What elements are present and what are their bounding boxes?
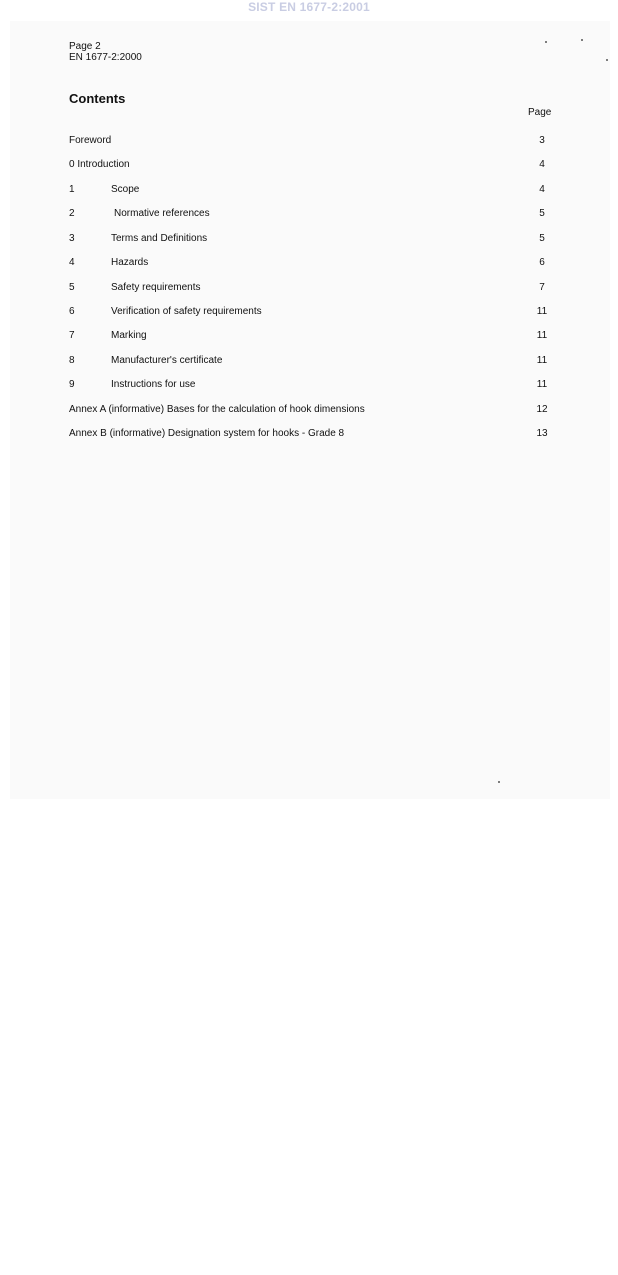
toc-entry-page: 11 bbox=[536, 306, 548, 317]
toc-entry-page: 5 bbox=[539, 208, 545, 219]
toc-entry-page: 4 bbox=[539, 159, 545, 170]
toc-entry-title: Safety requirements bbox=[111, 282, 201, 293]
toc-entry-title: Instructions for use bbox=[111, 379, 196, 390]
toc-entry-number: 9 bbox=[69, 379, 75, 390]
toc-entry-number: 6 bbox=[69, 306, 75, 317]
toc-entry-title: Foreword bbox=[69, 135, 112, 146]
toc-entry-normative-references[interactable] bbox=[10, 207, 610, 221]
toc-entry-title: Manufacturer's certificate bbox=[111, 355, 223, 366]
document-page bbox=[10, 21, 610, 799]
watermark: SIST EN 1677-2:2001 bbox=[248, 0, 370, 14]
contents-heading: Contents bbox=[69, 91, 126, 106]
toc-entry-foreword[interactable] bbox=[10, 134, 610, 148]
toc-entry-title: Normative references bbox=[114, 208, 210, 219]
toc-entry-number: 3 bbox=[69, 233, 75, 244]
page-number: Page 2 bbox=[69, 41, 101, 52]
scan-speck bbox=[545, 41, 547, 43]
toc-entry-title: Scope bbox=[111, 184, 140, 195]
toc-entry-manufacturers-certificate[interactable] bbox=[10, 354, 610, 368]
toc-entry-scope[interactable] bbox=[10, 183, 610, 197]
page-column-label: Page bbox=[528, 107, 552, 118]
toc-entry-introduction[interactable] bbox=[10, 158, 610, 172]
toc-entry-page: 11 bbox=[536, 379, 548, 390]
toc-entry-annex-a[interactable] bbox=[10, 403, 610, 417]
toc-entry-number: 2 bbox=[69, 208, 75, 219]
toc-entry-number: 5 bbox=[69, 282, 75, 293]
scan-speck bbox=[581, 39, 583, 41]
toc-entry-terms-definitions[interactable] bbox=[10, 232, 610, 246]
toc-entry-title: 0 Introduction bbox=[69, 159, 130, 170]
toc-entry-title: Verification of safety requirements bbox=[111, 306, 262, 317]
toc-entry-page: 5 bbox=[539, 233, 545, 244]
toc-entry-safety-requirements[interactable] bbox=[10, 281, 610, 295]
toc-entry-page: 13 bbox=[536, 428, 548, 439]
toc-entry-hazards[interactable] bbox=[10, 256, 610, 270]
toc-entry-page: 12 bbox=[536, 404, 548, 415]
toc-entry-page: 11 bbox=[536, 330, 548, 341]
scan-speck bbox=[606, 59, 608, 61]
toc-entry-title: Terms and Definitions bbox=[111, 233, 208, 244]
toc-entry-verification[interactable] bbox=[10, 305, 610, 319]
toc-entry-marking[interactable] bbox=[10, 329, 610, 343]
toc-entry-instructions-for-use[interactable] bbox=[10, 378, 610, 392]
scan-speck bbox=[498, 781, 500, 783]
table-of-contents bbox=[10, 21, 610, 799]
toc-entry-title: Annex A (informative) Bases for the calculation of hook dimensions bbox=[69, 404, 365, 415]
toc-entry-title: Marking bbox=[111, 330, 147, 341]
toc-entry-page: 6 bbox=[539, 257, 545, 268]
toc-entry-page: 11 bbox=[536, 355, 548, 366]
toc-entry-annex-b[interactable] bbox=[10, 427, 610, 441]
toc-entry-number: 1 bbox=[69, 184, 75, 195]
standard-id: EN 1677-2:2000 bbox=[69, 52, 142, 63]
toc-entry-number: 8 bbox=[69, 355, 75, 366]
toc-entry-page: 3 bbox=[539, 135, 545, 146]
toc-entry-number: 4 bbox=[69, 257, 75, 268]
toc-entry-title: Hazards bbox=[111, 257, 149, 268]
toc-entry-title: Annex B (informative) Designation system for hooks - Grade 8 bbox=[69, 428, 345, 439]
toc-entry-page: 4 bbox=[539, 184, 545, 195]
toc-entry-number: 7 bbox=[69, 330, 75, 341]
toc-entry-page: 7 bbox=[539, 282, 545, 293]
